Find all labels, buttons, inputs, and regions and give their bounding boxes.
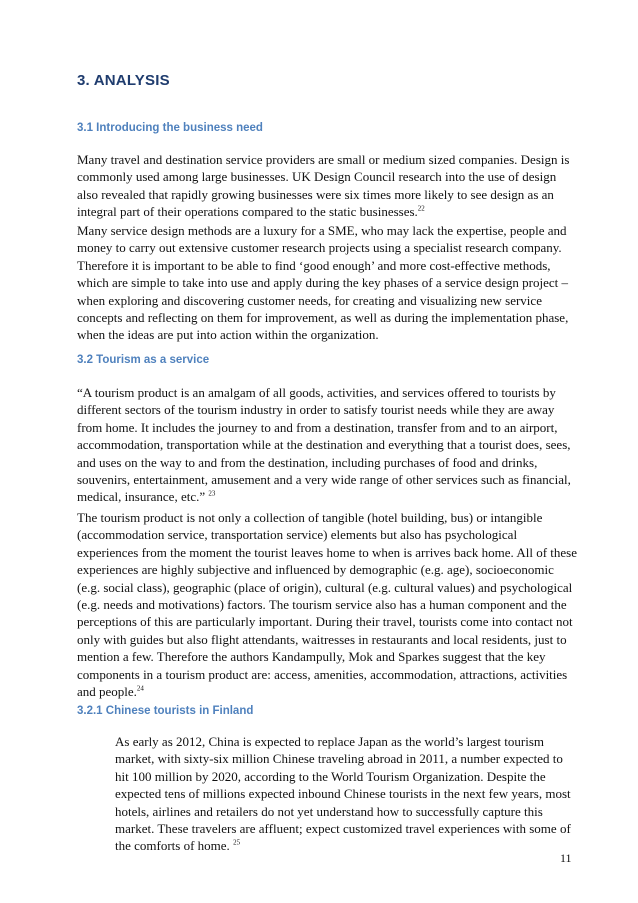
section-3-2-1-heading: 3.2.1 Chinese tourists in Finland bbox=[77, 705, 254, 717]
paragraph-text: Many travel and destination service providers are small or medium sized companies. Design is commonly used among large businesses. UK Design Council research into the use of design also revealed that rapidly growing businesses were six times more likely to see design as an integral part of their operations compared to the static businesses. bbox=[77, 152, 570, 220]
page-number: 11 bbox=[560, 851, 572, 865]
paragraph-text: The tourism product is not only a collection of tangible (hotel building, bus) or intangible (accommodation service, transportation service) elements but also has psychological experiences from the moment the tourist leaves home to when is arrives back home. All of these experiences are highly subjective and influenced by demographic (e.g. age), socioeconomic (e.g. social class), geographic (place of origin), cultural (e.g. cultural values) and psychological (e.g. needs and motivations) factors. The tourism service also has a human component and the perceptions of this are particularly important. During their travel, tourists come into contact not only with guides but also flight attendants, waitresses in restaurants and local residents, just to mention a few. Therefore the authors Kandampully, Mok and Sparkes suggest that the key components in a tourism product are: access, amenities, accommodation, attractions, activities and people. bbox=[77, 510, 577, 700]
chapter-heading: 3. ANALYSIS bbox=[77, 72, 170, 89]
section-3-2-paragraph-1 bbox=[77, 384, 577, 506]
quote-text: As early as 2012, China is expected to replace Japan as the world’s largest tourism market, with sixty-six million Chinese traveling abroad in 2011, a number expected to hit 100 million by 2020, according to the World Tourism Organization. Despite the expected tens of millions expected inbound Chinese tourists in the next few years, most hotels, airlines and retailers do not yet understand how to successfully capture this market. These travelers are affluent; expect customized travel experiences with some of the comforts of home. bbox=[115, 734, 571, 854]
section-3-1-paragraph-1 bbox=[77, 151, 577, 221]
paragraph-text: Many service design methods are a luxury for a SME, who may lack the expertise, people and money to carry out extensive customer research projects using a specialist research company. Therefore it is important to be able to find ‘good enough’ and more cost-effective methods, which are simple to take into use and apply during the key phases of a service design project – when exploring and discovering customer needs, for creating and visualizing new service concepts and reflecting on them for improvement, as well as during the implementation phase, when the ideas are put into action within the organization. bbox=[77, 223, 569, 343]
section-3-2-heading: 3.2 Tourism as a service bbox=[77, 354, 210, 366]
footnote-ref[interactable]: 23 bbox=[208, 490, 216, 499]
footnote-ref[interactable]: 22 bbox=[417, 204, 425, 213]
footnote-ref[interactable]: 24 bbox=[136, 684, 144, 693]
section-3-1-paragraph-2 bbox=[77, 222, 577, 344]
footnote-ref[interactable]: 25 bbox=[233, 839, 241, 848]
section-3-2-1-quote bbox=[115, 733, 577, 855]
section-3-1-heading: 3.1 Introducing the business need bbox=[77, 122, 263, 134]
section-3-2-paragraph-2 bbox=[77, 509, 577, 700]
paragraph-text: “A tourism product is an amalgam of all goods, activities, and services offered to tourists by different sectors of the tourism industry in order to satisfy tourist needs while they are away from home. It includes the journey to and from a destination, transfer from and to an airport, accommodation, transportation while at the destination and everything that a tourist does, sees, and uses on the way to and from the destination, including purchases of food and drinks, souvenirs, entertainment, amusement and a very wide range of other services such as financial, medical, insurance, etc.” bbox=[77, 385, 571, 505]
